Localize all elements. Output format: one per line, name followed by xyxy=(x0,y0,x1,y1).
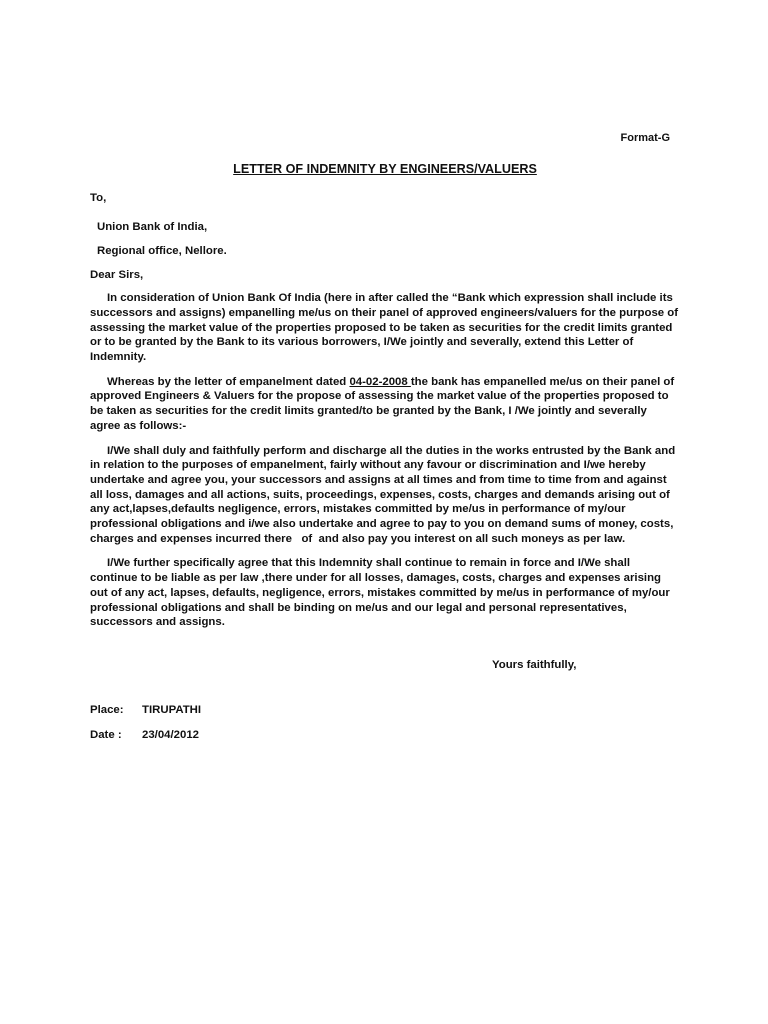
empanelment-date: 04-02-2008 xyxy=(349,375,411,388)
greeting: Dear Sirs, xyxy=(90,268,144,281)
paragraph-consideration: In consideration of Union Bank Of India (here in after called the “Bank which expression shall include its successors and assigns) empanelling me/us on their panel of approved engineers/valuers for the purpose of assessing the market value of the properties proposed to be taken as securities for the credit limits granted or to be granted by the Bank to its various borrowers, I/We jointly and severally, extend this Letter of Indemnity. xyxy=(90,292,679,364)
salutation-to: To, xyxy=(90,192,107,205)
letter-body xyxy=(90,131,680,743)
address-line-1: Union Bank of India, xyxy=(97,221,208,234)
paragraph-empanelment xyxy=(90,375,680,434)
closing-yours-faithfully: Yours faithfully, xyxy=(492,658,577,671)
place-label: Place: xyxy=(90,703,124,716)
paragraph-empanelment-after: the bank has empanelled me/us on their panel of approved Engineers & Valuers for the propose of assessing the market value of the properties proposed to be taken as securities for the credit limits granted/to be granted by the Bank, I /We jointly and severally agree as follows:- xyxy=(90,375,675,432)
address-line-2: Regional office, Nellore. xyxy=(97,244,227,257)
date-value: 23/04/2012 xyxy=(142,729,200,742)
paragraph-duties: I/We shall duly and faithfully perform and discharge all the duties in the works entrusted by the Bank and in relation to the purposes of empanelment, fairly without any favour or discrimination and I/we hereby undertake and agree you, your successors and assigns at all times and from time to time from and against all loss, damages and all actions, suits, proceedings, expenses, costs, charges and demands arising out of any act,lapses,defaults negligence, errors, mistakes committed by me/us in performance of my/our professional obligations and i/we also undertake and agree to pay to you on demand sums of money, costs, charges and expenses incurred there of and also pay you interest on all such moneys as per law. xyxy=(90,444,679,545)
letter-title: LETTER OF INDEMNITY BY ENGINEERS/VALUERS xyxy=(233,161,537,176)
date-label: Date : xyxy=(90,729,122,742)
paragraph-indemnity-continuation: I/We further specifically agree that this Indemnity shall continue to remain in force and I/We shall continue to be liable as per law ,there under for all losses, damages, costs, charges and expenses arising out of any act, lapses, defaults, negligence, errors, mistakes committed by me/us in performance of my/our professional obligations and shall be binding on me/us and our legal and personal representatives, successors and assigns. xyxy=(90,557,670,629)
date-line xyxy=(90,728,680,743)
format-label: Format-G xyxy=(620,132,670,144)
place-line xyxy=(90,703,680,718)
place-value: TIRUPATHI xyxy=(142,703,202,716)
paragraph-empanelment-before: Whereas by the letter of empanelment dated xyxy=(107,375,350,388)
